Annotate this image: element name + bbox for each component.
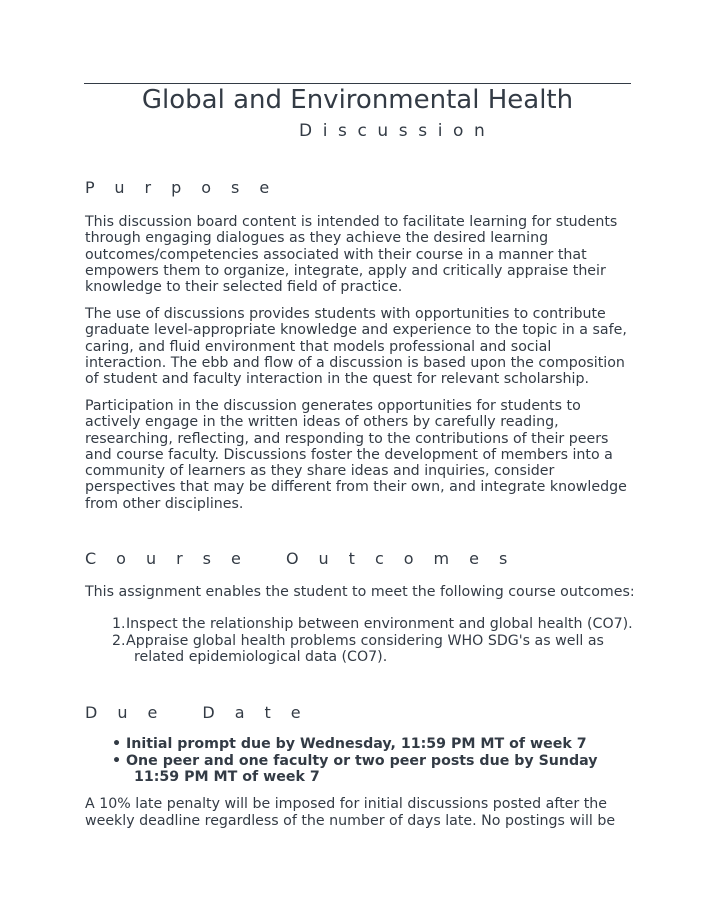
outcome-text: Appraise global health problems considering WHO SDG's as well as [126,633,604,649]
due-date-item [112,736,632,752]
due-date-text-continued: 11:59 PM MT of week 7 [134,769,320,786]
bullet-icon: • [112,736,122,752]
purpose-paragraph-2: The use of discussions provides students with opportunities to contribute graduate level-appropriate knowledge and experience to the topic in a safe, caring, and fluid environment that models professional and social interaction. The ebb and flow of a discussion is based upon the composition of student and faculty interaction in the quest for relevant scholarship. [85,306,627,388]
late-penalty-line-1: A 10% late penalty will be imposed for initial discussions posted after the [85,796,608,812]
due-date-text: Initial prompt due by Wednesday, 11:59 PM MT of week 7 [126,736,587,752]
due-date-text: One peer and one faculty or two peer posts due by Sunday [126,753,598,769]
outcome-item [112,616,642,632]
late-penalty-line-2: weekly deadline regardless of the number of days late. No postings will be [85,813,616,829]
purpose-paragraph-1: This discussion board content is intended to facilitate learning for students through engaging dialogues as they achieve the desired learning outcomes/competencies associated with their course in a manner that empowers them to organize, integrate, apply and critically appraise their knowledge to their selected field of practice. [85,214,618,296]
outcomes-intro: This assignment enables the student to meet the following course outcomes: [85,584,635,600]
document-subtitle: Discussion [299,121,496,141]
outcome-text-continued: related epidemiological data (CO7). [134,649,388,666]
outcome-text: Inspect the relationship between environment and global health (CO7). [126,616,633,632]
course-outcomes-heading: Course Outcomes [85,549,528,568]
purpose-paragraph-3: Participation in the discussion generates opportunities for students to actively engage in the written ideas of others by carefully reading, researching, reflecting, and responding to the contributions of their peers and course faculty. Discussions foster the development of members into a community of learners as they share ideas and inquiries, consider perspectives that may be different from their own, and integrate knowledge from other disciplines. [85,398,627,512]
purpose-heading: Purpose [85,178,290,197]
outcome-number: 2. [112,633,126,649]
due-date-heading: Due Date [85,703,321,722]
outcome-number: 1. [112,616,126,632]
outcome-item [112,633,642,666]
bullet-icon: • [112,753,122,769]
due-date-item [112,753,632,786]
document-title: Global and Environmental Health [141,85,574,115]
